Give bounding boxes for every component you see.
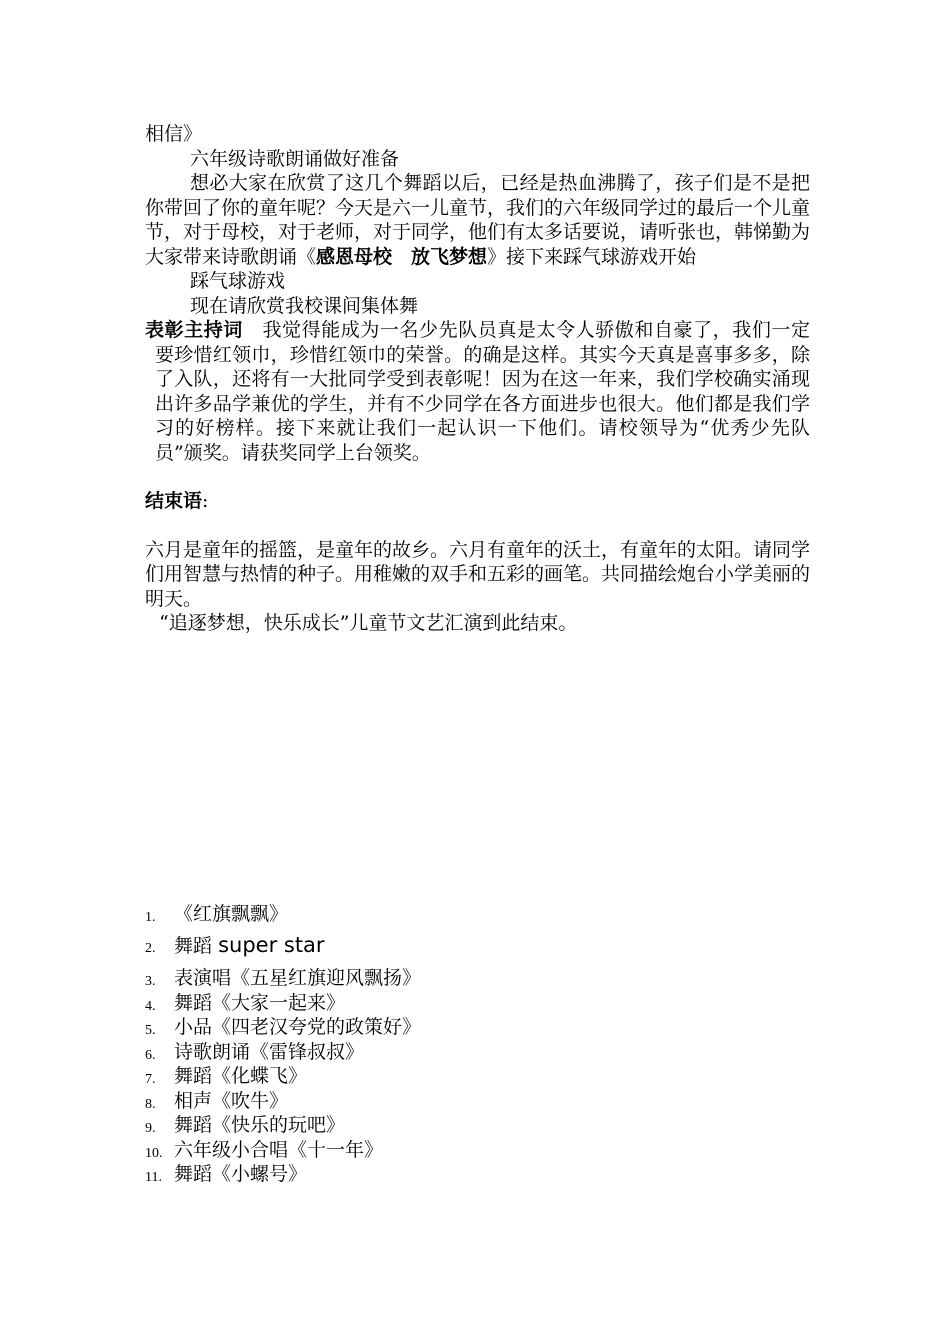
closing-paragraph: 六月是童年的摇篮，是童年的故乡。六月有童年的沃土，有童年的太阳。请同学们用智慧与热情的种子。用稚嫩的双手和五彩的画笔。共同描绘炮台小学美丽的明天。	[145, 538, 811, 610]
list-item-text: 舞蹈《小螺号》	[174, 1163, 308, 1185]
list-item-number: 2.	[145, 940, 156, 956]
list-item-number: 5.	[145, 1023, 156, 1038]
closing-heading-colon: :	[202, 490, 209, 512]
list-item-number: 1.	[145, 910, 156, 925]
list-item	[145, 902, 810, 927]
list-item	[145, 1040, 810, 1065]
list-item	[145, 966, 810, 991]
list-item-number: 8.	[145, 1096, 156, 1112]
list-item	[145, 933, 810, 959]
list-item-text: 诗歌朗诵《雷锋叔叔》	[174, 1040, 365, 1063]
list-item	[145, 1138, 810, 1163]
award-paragraph	[145, 318, 810, 465]
award-text: 我觉得能成为一名少先队员真是太令人骄傲和自豪了，我们一定要珍惜红领巾，珍惜红领巾的荣誉。的确是这样。其实今天真是喜事多多，除了入队，还将有一大批同学受到表彰呢！因为在这一年来，我们学校确实涌现出许多品学兼优的学生，并有不少同学在各方面进步也很大。他们都是我们学习的好榜样。接下来就让我们一起认识一下他们。请校领导为“优秀少先队员”颁奖。请获奖同学上台领奖。	[155, 319, 810, 464]
intro-paragraph-start: 想必大家在欣赏了这几个舞蹈以后，已经是热血沸腾了，孩子们是不是把你带回了你的童年呢？今天是六一儿童节，我们的六年级同学过的最后一个儿童节，对于母校，对于老师，对于同学，他们有太多话要说，请听张也，韩悌勤为大家带来诗歌朗诵《	[145, 172, 811, 268]
intro-line-1: 相信》	[145, 123, 203, 145]
list-item-text: 《红旗飘飘》	[174, 903, 289, 925]
program-list	[145, 902, 810, 1187]
list-item-number: 6.	[145, 1047, 156, 1063]
list-item-number: 3.	[145, 974, 156, 989]
closing-heading	[145, 489, 810, 514]
list-item-text: 舞蹈《化蝶飞》	[174, 1065, 308, 1087]
spacer	[145, 465, 810, 489]
list-item	[145, 991, 810, 1016]
spacer	[145, 514, 810, 538]
list-item	[145, 1162, 810, 1187]
document-body	[145, 122, 810, 636]
list-item-number: 11.	[145, 1170, 162, 1185]
list-item	[145, 1089, 810, 1114]
closing-heading-text: 结束语	[145, 490, 203, 512]
list-item-number: 7.	[145, 1072, 156, 1087]
poem-title: 感恩母校 放飞梦想	[316, 245, 488, 268]
intro-line-2: 六年级诗歌朗诵做好准备	[190, 147, 400, 170]
closing-final-line: “追逐梦想，快乐成长”儿童节文艺汇演到此结束。	[159, 612, 578, 634]
list-item-text: 舞蹈《快乐的玩吧》	[174, 1114, 346, 1136]
list-item-number: 9.	[145, 1121, 156, 1136]
list-item-text: 舞蹈	[174, 934, 213, 957]
intro-paragraph	[145, 171, 810, 269]
list-item	[145, 1113, 810, 1138]
list-item-number: 10.	[145, 1145, 163, 1161]
list-item-text: 小品《四老汉夸党的政策好》	[174, 1016, 422, 1038]
list-item-text: 舞蹈《大家一起来》	[174, 991, 346, 1014]
list-item-text: 相声《吹牛》	[174, 1089, 289, 1112]
intro-paragraph-end: 》接下来踩气球游戏开始	[487, 245, 697, 268]
list-item-number: 4.	[145, 998, 156, 1014]
dance-line: 现在请欣赏我校课间集体舞	[190, 294, 419, 317]
game-line: 踩气球游戏	[190, 270, 286, 292]
list-item-text: 表演唱《五星红旗迎风飘扬》	[174, 967, 422, 989]
list-item	[145, 1015, 810, 1040]
list-item-latin-text: super star	[218, 932, 325, 957]
list-item	[145, 1064, 810, 1089]
list-item-text: 六年级小合唱《十一年》	[174, 1138, 384, 1161]
award-label: 表彰主持词	[145, 319, 243, 341]
